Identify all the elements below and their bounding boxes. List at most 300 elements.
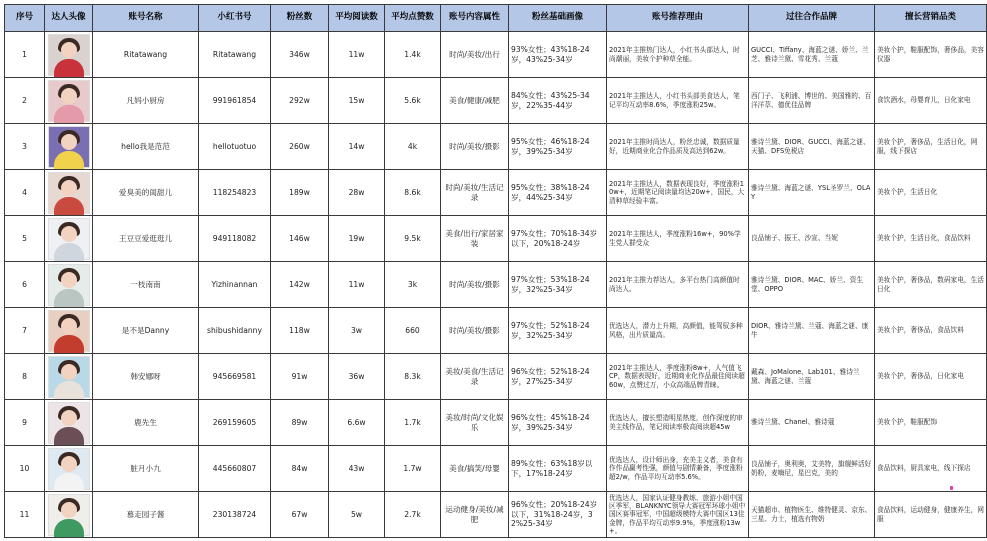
cell-reason bbox=[607, 492, 749, 538]
avatar bbox=[48, 172, 90, 214]
cell-reason-text: 2021年主推时尚达人，粉丝忠诚，数据质量好，近期商业化合作品质及高达到62w。 bbox=[609, 138, 740, 155]
avatar-body bbox=[54, 473, 84, 491]
cell-account-name bbox=[93, 216, 199, 262]
cell-xhs-id-text: 269159605 bbox=[212, 417, 257, 427]
cell-reason-text: 2021年主推热门达人，小红书头部达人，时尚潮丽，美妆个护种草全能。 bbox=[609, 46, 740, 63]
cell-categories bbox=[875, 400, 987, 446]
cell-avg-reads bbox=[329, 78, 385, 124]
cell-fan-portrait-text: 97%女性；70%18-34岁以下，20%18-24岁 bbox=[511, 229, 598, 248]
avatar bbox=[48, 448, 90, 490]
cell-brands-text: 雅诗兰黛、DIOR、GUCCI、海蓝之谜、天猫、DFS免税店 bbox=[751, 138, 870, 155]
cell-account-name bbox=[93, 446, 199, 492]
cell-account-name-text: hello我是范范 bbox=[121, 141, 170, 151]
cell-no bbox=[5, 262, 45, 308]
cell-fan-portrait bbox=[509, 308, 607, 354]
cell-avg-reads bbox=[329, 216, 385, 262]
avatar-face bbox=[61, 134, 77, 150]
cell-brands bbox=[749, 354, 875, 400]
cell-content-attr-text: 美食/搞笑/母婴 bbox=[449, 463, 500, 473]
cell-brands bbox=[749, 308, 875, 354]
cell-account-name-text: 脏月小九 bbox=[130, 463, 161, 473]
table-row bbox=[5, 308, 987, 354]
cell-avatar bbox=[45, 262, 93, 308]
cell-xhs-id bbox=[199, 262, 271, 308]
cell-reason bbox=[607, 78, 749, 124]
cell-content-attr-text: 美食/健康/减肥 bbox=[449, 95, 500, 105]
avatar-face bbox=[61, 318, 77, 334]
cell-account-name-text: 一枝南南 bbox=[130, 279, 161, 289]
cell-avatar bbox=[45, 492, 93, 538]
cell-reason-text: 2021年主推达人，数据表现良好，季度涨粉10w+，近期笔记阅读量均达20w+，国民，大清种草经验丰富。 bbox=[609, 180, 745, 205]
table-row bbox=[5, 400, 987, 446]
cell-categories bbox=[875, 308, 987, 354]
cell-content-attr bbox=[441, 400, 509, 446]
cell-fan-portrait bbox=[509, 354, 607, 400]
cell-xhs-id-text: 949118082 bbox=[212, 233, 257, 243]
cell-fans-text: 260w bbox=[289, 141, 310, 151]
cell-fan-portrait bbox=[509, 170, 607, 216]
cell-avg-reads bbox=[329, 308, 385, 354]
header-avg-likes: 平均点赞数 bbox=[385, 5, 441, 32]
cell-reason bbox=[607, 216, 749, 262]
cell-brands-text: 戴森、JoMalone、Lab101、雅诗兰黛、海蓝之谜、兰蔻 bbox=[751, 368, 860, 385]
cell-categories-text: 美妆个护，鞋服配饰，奢侈品，美容仪器 bbox=[877, 46, 984, 63]
cell-avg-reads bbox=[329, 170, 385, 216]
cell-fans bbox=[271, 216, 329, 262]
cell-avatar bbox=[45, 32, 93, 78]
cell-fans bbox=[271, 78, 329, 124]
cell-avg-reads bbox=[329, 32, 385, 78]
cell-avg-likes bbox=[385, 124, 441, 170]
cell-fans bbox=[271, 170, 329, 216]
cell-avg-likes bbox=[385, 262, 441, 308]
cell-fan-portrait-text: 89%女性；63%18岁以下，17%18-24岁 bbox=[511, 459, 593, 478]
cell-avg-reads bbox=[329, 124, 385, 170]
cell-reason-text: 2021年主推力荐达人，多平台热门高颜值时尚达人。 bbox=[609, 276, 740, 293]
avatar bbox=[48, 126, 90, 168]
table-row bbox=[5, 78, 987, 124]
cell-no-text: 8 bbox=[22, 371, 27, 381]
cell-no bbox=[5, 216, 45, 262]
cell-xhs-id bbox=[199, 170, 271, 216]
cell-xhs-id-text: 445660807 bbox=[212, 463, 257, 473]
cell-fan-portrait-text: 84%女性；43%25-34岁，22%35-44岁 bbox=[511, 91, 590, 110]
cell-reason bbox=[607, 400, 749, 446]
cell-avg-likes bbox=[385, 78, 441, 124]
cell-xhs-id-text: Ritatawang bbox=[212, 49, 257, 59]
cell-no bbox=[5, 308, 45, 354]
cell-brands bbox=[749, 400, 875, 446]
cell-brands-text: 良品铺子、振王、沙宣、当妮 bbox=[751, 234, 838, 243]
cell-fan-portrait bbox=[509, 446, 607, 492]
avatar-face bbox=[61, 272, 77, 288]
avatar-face bbox=[61, 180, 77, 196]
avatar-face bbox=[61, 410, 77, 426]
cell-fan-portrait bbox=[509, 216, 607, 262]
cell-reason-text: 优选达人，国家认证健身教练、旅游小姐中国区季军，BLANKNYC领导大赛冠军环球小姐中国区赛事冠军，中国超级模特大赛中国区13佳金牌，作品平均互动率9.9%，季度涨粉13w+。 bbox=[609, 494, 746, 535]
cell-content-attr bbox=[441, 354, 509, 400]
cell-categories-text: 食饮酒水，母婴育儿，日化家电 bbox=[877, 96, 971, 105]
table-body bbox=[5, 32, 987, 538]
cell-categories bbox=[875, 262, 987, 308]
cell-fan-portrait-text: 97%女性；53%18-24岁，32%25-34岁 bbox=[511, 275, 590, 294]
cell-no-text: 3 bbox=[22, 141, 27, 151]
avatar-body bbox=[54, 335, 84, 353]
cell-no bbox=[5, 492, 45, 538]
cell-categories-text: 美妆个护，奢侈品，生活日化，网服，线下探店 bbox=[877, 138, 978, 155]
cell-avg-likes-text: 8.6k bbox=[404, 187, 421, 197]
cell-brands bbox=[749, 170, 875, 216]
cell-xhs-id-text: hellotuotuo bbox=[212, 141, 257, 151]
header-brands: 过往合作品牌 bbox=[749, 5, 875, 32]
cell-fan-portrait-text: 95%女性；46%18-24岁，39%25-34岁 bbox=[511, 137, 590, 156]
avatar-face bbox=[61, 456, 77, 472]
cell-brands-text: 雅诗兰黛、Chanel、雅诗蔻 bbox=[751, 418, 835, 427]
cell-avatar bbox=[45, 354, 93, 400]
cell-avatar bbox=[45, 216, 93, 262]
cell-avg-likes bbox=[385, 492, 441, 538]
cell-fans-text: 67w bbox=[291, 509, 308, 519]
cell-avatar bbox=[45, 124, 93, 170]
cell-brands bbox=[749, 216, 875, 262]
cell-content-attr-text: 美妆/美食/生活记录 bbox=[445, 367, 504, 386]
cell-fans-text: 189w bbox=[289, 187, 310, 197]
cell-avg-likes-text: 1.7k bbox=[404, 417, 421, 427]
cell-avg-likes bbox=[385, 446, 441, 492]
cell-brands-text: 雅诗兰黛、DIOR、MAC、娇兰、资生堂、OPPO bbox=[751, 276, 864, 293]
cell-fan-portrait bbox=[509, 400, 607, 446]
cell-content-attr bbox=[441, 446, 509, 492]
cell-fans bbox=[271, 492, 329, 538]
influencer-table bbox=[4, 4, 987, 538]
cell-xhs-id bbox=[199, 308, 271, 354]
cell-fans-text: 84w bbox=[291, 463, 308, 473]
cell-xhs-id bbox=[199, 216, 271, 262]
avatar-face bbox=[61, 88, 77, 104]
cell-content-attr-text: 时尚/美妆/摄影 bbox=[449, 325, 500, 335]
cell-account-name-text: 王豆豆爱逛逛儿 bbox=[118, 233, 173, 243]
cell-brands-text: 天猫超市、植物医生、维特健灵、京东、三星、力士，植选有物奶 bbox=[751, 506, 872, 523]
cell-avatar bbox=[45, 78, 93, 124]
cell-avg-likes bbox=[385, 216, 441, 262]
avatar-body bbox=[54, 59, 84, 77]
cell-reason-text: 2021年主推达人，小红书头部美食达人，笔记平均互动率8.6%，季度涨粉25w。 bbox=[609, 92, 740, 109]
cell-brands-text: GUCCI、Tiffany、海蓝之谜、娇兰、兰芝、雅诗兰黛、雪花秀、兰蔻 bbox=[751, 46, 869, 63]
cell-avg-reads-text: 43w bbox=[348, 463, 365, 473]
cell-no bbox=[5, 170, 45, 216]
cell-fans bbox=[271, 400, 329, 446]
cell-xhs-id bbox=[199, 400, 271, 446]
avatar-face bbox=[61, 42, 77, 58]
cell-avg-reads bbox=[329, 262, 385, 308]
cell-no bbox=[5, 78, 45, 124]
cell-avatar bbox=[45, 308, 93, 354]
cell-reason-text: 优选达人，擅长塑造明星热度，创作深度的审美主线作品，笔记阅读率极高阅读超45w bbox=[609, 414, 743, 431]
cell-account-name-text: 韩安娜呀 bbox=[130, 371, 161, 381]
table-row bbox=[5, 446, 987, 492]
cell-fan-portrait bbox=[509, 262, 607, 308]
cell-categories-text: 美妆个护，生活日化 bbox=[877, 188, 938, 197]
cell-content-attr bbox=[441, 32, 509, 78]
cell-content-attr-text: 时尚/美妆/摄影 bbox=[449, 279, 500, 289]
cell-account-name bbox=[93, 78, 199, 124]
cell-xhs-id bbox=[199, 354, 271, 400]
cell-brands bbox=[749, 446, 875, 492]
cell-fans-text: 89w bbox=[291, 417, 308, 427]
header-no: 序号 bbox=[5, 5, 45, 32]
cell-avg-reads-text: 19w bbox=[348, 233, 365, 243]
cell-categories bbox=[875, 354, 987, 400]
header-fans: 粉丝数 bbox=[271, 5, 329, 32]
cell-avg-reads bbox=[329, 492, 385, 538]
cell-avg-likes bbox=[385, 170, 441, 216]
cell-categories bbox=[875, 216, 987, 262]
cell-avg-likes-text: 3k bbox=[407, 279, 418, 289]
cell-categories bbox=[875, 170, 987, 216]
cell-account-name-text: 是不是Danny bbox=[121, 325, 170, 335]
cell-account-name bbox=[93, 308, 199, 354]
cell-xhs-id-text: 991961854 bbox=[212, 95, 257, 105]
cell-fans bbox=[271, 262, 329, 308]
edge-marker bbox=[950, 486, 953, 490]
table-row bbox=[5, 124, 987, 170]
cell-fan-portrait bbox=[509, 492, 607, 538]
cell-xhs-id-text: shibushidanny bbox=[207, 325, 262, 335]
cell-xhs-id-text: 945669581 bbox=[212, 371, 257, 381]
cell-avatar bbox=[45, 400, 93, 446]
cell-xhs-id bbox=[199, 446, 271, 492]
header-avg-reads: 平均阅读数 bbox=[329, 5, 385, 32]
cell-fans-text: 292w bbox=[289, 95, 310, 105]
header-account-name: 账号名称 bbox=[93, 5, 199, 32]
table-row bbox=[5, 262, 987, 308]
cell-content-attr bbox=[441, 308, 509, 354]
table-row bbox=[5, 216, 987, 262]
avatar-face bbox=[61, 226, 77, 242]
cell-avg-likes-text: 660 bbox=[405, 325, 420, 335]
cell-avg-likes-text: 5.6k bbox=[404, 95, 421, 105]
cell-brands bbox=[749, 32, 875, 78]
avatar bbox=[48, 494, 90, 536]
cell-reason bbox=[607, 262, 749, 308]
avatar bbox=[48, 218, 90, 260]
cell-xhs-id-text: 118254823 bbox=[212, 187, 257, 197]
header-fan-portrait: 粉丝基础画像 bbox=[509, 5, 607, 32]
cell-fans-text: 118w bbox=[289, 325, 310, 335]
cell-content-attr-text: 美食/出行/家居家装 bbox=[445, 229, 504, 248]
cell-content-attr-text: 运动健身/美妆/减肥 bbox=[445, 505, 504, 524]
cell-fans bbox=[271, 308, 329, 354]
cell-fans-text: 91w bbox=[291, 371, 308, 381]
cell-categories bbox=[875, 124, 987, 170]
cell-no-text: 1 bbox=[22, 49, 27, 59]
avatar-body bbox=[54, 289, 84, 307]
avatar bbox=[48, 80, 90, 122]
cell-no-text: 4 bbox=[22, 187, 27, 197]
cell-no bbox=[5, 446, 45, 492]
cell-fan-portrait bbox=[509, 32, 607, 78]
cell-account-name bbox=[93, 400, 199, 446]
cell-categories-text: 美妆个护，鞋服配饰 bbox=[877, 418, 938, 427]
avatar bbox=[48, 402, 90, 444]
cell-brands-text: 西门子、飞利浦、博世的、美国雅的、百洋洋萃、德优佳品牌 bbox=[751, 92, 872, 109]
cell-reason bbox=[607, 124, 749, 170]
cell-avg-likes bbox=[385, 308, 441, 354]
table-row bbox=[5, 32, 987, 78]
cell-fans-text: 146w bbox=[289, 233, 310, 243]
cell-avg-likes-text: 4k bbox=[407, 141, 418, 151]
cell-reason-text: 优选达人，潜力上升期，高颜值，能驾驭多种风格，出片质量高。 bbox=[609, 322, 743, 339]
cell-account-name bbox=[93, 262, 199, 308]
table-header bbox=[5, 5, 987, 32]
cell-avg-likes-text: 1.4k bbox=[404, 49, 421, 59]
cell-no bbox=[5, 354, 45, 400]
cell-fans-text: 142w bbox=[289, 279, 310, 289]
cell-avg-likes-text: 9.5k bbox=[404, 233, 421, 243]
cell-avg-reads-text: 28w bbox=[348, 187, 365, 197]
cell-xhs-id bbox=[199, 78, 271, 124]
cell-fan-portrait bbox=[509, 124, 607, 170]
cell-xhs-id bbox=[199, 32, 271, 78]
cell-fan-portrait-text: 93%女性；43%18-24岁，43%25-34岁 bbox=[511, 45, 590, 64]
cell-xhs-id-text: Yizhinannan bbox=[211, 279, 258, 289]
avatar-body bbox=[54, 105, 84, 123]
avatar bbox=[48, 264, 90, 306]
spreadsheet bbox=[4, 4, 984, 538]
cell-fan-portrait-text: 96%女性；20%18-24岁以下，31%18-24岁，32%25-34岁 bbox=[511, 500, 598, 529]
cell-reason bbox=[607, 308, 749, 354]
table-row bbox=[5, 170, 987, 216]
cell-account-name-text: 爱臭美的闺甜儿 bbox=[118, 187, 173, 197]
cell-account-name-text: 鹿先生 bbox=[134, 417, 157, 427]
cell-content-attr bbox=[441, 262, 509, 308]
avatar bbox=[48, 34, 90, 76]
cell-no-text: 11 bbox=[19, 509, 30, 519]
cell-fans bbox=[271, 124, 329, 170]
cell-avg-reads-text: 11w bbox=[348, 49, 365, 59]
cell-brands-text: DIOR、雅诗兰黛、兰蔻、海蓝之谜、康牛 bbox=[751, 322, 869, 339]
cell-xhs-id bbox=[199, 124, 271, 170]
cell-fans bbox=[271, 32, 329, 78]
cell-avg-reads-text: 15w bbox=[348, 95, 365, 105]
cell-reason-text: 优选达人，设计师出身，充美主义者，美食有作作品赢考性强，颜值与剧情兼备，季度涨粉超2/w，作品平均互动率5.6%。 bbox=[609, 456, 743, 481]
cell-no bbox=[5, 124, 45, 170]
cell-no-text: 7 bbox=[22, 325, 27, 335]
cell-no bbox=[5, 32, 45, 78]
cell-reason-text: 2021年主推达人，季度涨粉8w+，人气值飞CP，数据表现好，近期商业化作品最佳阅读超60w，点赞过万，小众高端品牌青睐。 bbox=[609, 364, 745, 389]
cell-fan-portrait-text: 97%女性；52%18-24岁，32%25-34岁 bbox=[511, 321, 590, 340]
cell-avg-reads-text: 3w bbox=[350, 325, 363, 335]
cell-avg-likes bbox=[385, 32, 441, 78]
cell-avg-reads bbox=[329, 400, 385, 446]
cell-avg-reads bbox=[329, 354, 385, 400]
cell-no bbox=[5, 400, 45, 446]
cell-no-text: 9 bbox=[22, 417, 27, 427]
cell-categories-text: 食品饮料，运动健身，健康养生，网服 bbox=[877, 506, 984, 523]
table-row bbox=[5, 492, 987, 538]
header-xhs-id: 小红书号 bbox=[199, 5, 271, 32]
header-reason: 账号推荐理由 bbox=[607, 5, 749, 32]
cell-categories bbox=[875, 446, 987, 492]
cell-xhs-id bbox=[199, 492, 271, 538]
header-content-attr: 账号内容属性 bbox=[441, 5, 509, 32]
cell-account-name bbox=[93, 170, 199, 216]
cell-reason-text: 2021年主推达人，季度涨粉16w+，90%学生党人群受众 bbox=[609, 230, 741, 247]
cell-avg-likes bbox=[385, 400, 441, 446]
cell-fan-portrait bbox=[509, 78, 607, 124]
cell-fans bbox=[271, 354, 329, 400]
cell-content-attr bbox=[441, 216, 509, 262]
cell-categories-text: 美妆个护，奢侈品，数码家电，生活日化 bbox=[877, 276, 984, 293]
cell-categories bbox=[875, 492, 987, 538]
avatar-body bbox=[54, 197, 84, 215]
cell-avg-likes-text: 2.7k bbox=[404, 509, 421, 519]
cell-reason bbox=[607, 170, 749, 216]
cell-content-attr-text: 时尚/美妆/生活记录 bbox=[445, 183, 504, 202]
cell-reason bbox=[607, 32, 749, 78]
cell-account-name-text: Ritatawang bbox=[123, 49, 168, 59]
cell-content-attr bbox=[441, 78, 509, 124]
cell-avatar bbox=[45, 446, 93, 492]
cell-categories-text: 食品饮料，厨具家电，线下探店 bbox=[877, 464, 971, 473]
cell-account-name bbox=[93, 32, 199, 78]
cell-account-name-text: 凡妈小厨房 bbox=[126, 95, 165, 105]
cell-avg-reads-text: 11w bbox=[348, 279, 365, 289]
avatar-face bbox=[61, 502, 77, 518]
avatar-body bbox=[54, 151, 84, 169]
cell-reason bbox=[607, 354, 749, 400]
cell-categories-text: 美妆个护，生活日化，食品饮料 bbox=[877, 234, 971, 243]
cell-account-name bbox=[93, 492, 199, 538]
avatar-body bbox=[54, 427, 84, 445]
cell-categories bbox=[875, 32, 987, 78]
cell-brands bbox=[749, 124, 875, 170]
avatar-body bbox=[54, 243, 84, 261]
cell-content-attr bbox=[441, 492, 509, 538]
cell-xhs-id-text: 230138724 bbox=[212, 509, 257, 519]
cell-avg-reads-text: 6.6w bbox=[347, 417, 366, 427]
cell-content-attr-text: 时尚/美妆/出行 bbox=[449, 49, 500, 59]
table-row bbox=[5, 354, 987, 400]
cell-brands bbox=[749, 492, 875, 538]
cell-avg-likes-text: 8.3k bbox=[404, 371, 421, 381]
avatar bbox=[48, 310, 90, 352]
cell-avg-reads-text: 36w bbox=[348, 371, 365, 381]
cell-categories-text: 美妆个护，奢侈品，食品饮料 bbox=[877, 326, 964, 335]
cell-fans bbox=[271, 446, 329, 492]
cell-fans-text: 346w bbox=[289, 49, 310, 59]
cell-fan-portrait-text: 96%女性；45%18-24岁，39%25-34岁 bbox=[511, 413, 590, 432]
cell-reason bbox=[607, 446, 749, 492]
cell-no-text: 10 bbox=[19, 463, 30, 473]
cell-content-attr bbox=[441, 124, 509, 170]
cell-fan-portrait-text: 95%女性；38%18-24岁，44%25-34岁 bbox=[511, 183, 590, 202]
cell-content-attr bbox=[441, 170, 509, 216]
header-avatar: 达人头像 bbox=[45, 5, 93, 32]
cell-avg-reads-text: 5w bbox=[350, 509, 363, 519]
cell-categories bbox=[875, 78, 987, 124]
avatar-face bbox=[61, 364, 77, 380]
cell-brands-text: 良品铺子，奥利奥，艾美特，旗舰鲜活好奶粉，麦嗨尼，星巴克，美的 bbox=[751, 460, 872, 477]
cell-fan-portrait-text: 96%女性；52%18-24岁，27%25-34岁 bbox=[511, 367, 590, 386]
header-row bbox=[5, 5, 987, 32]
header-categories: 擅长营销品类 bbox=[875, 5, 987, 32]
cell-account-name bbox=[93, 354, 199, 400]
cell-brands-text: 雅诗兰黛、海蓝之谜、YSL圣罗兰、OLAY bbox=[751, 184, 871, 201]
cell-account-name-text: 慕走园子酱 bbox=[126, 509, 165, 519]
cell-avg-likes bbox=[385, 354, 441, 400]
cell-brands bbox=[749, 262, 875, 308]
